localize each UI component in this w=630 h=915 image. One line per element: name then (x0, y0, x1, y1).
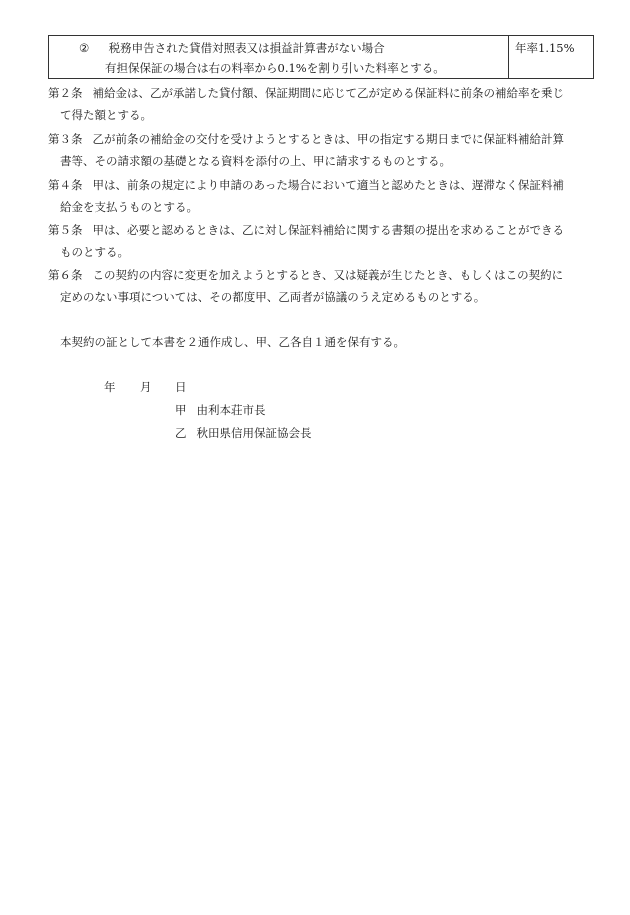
article-2-label: 第２条 (48, 86, 83, 100)
date-year: 年 (104, 380, 116, 394)
article-4-line-1 (48, 177, 564, 193)
article-3-line-1 (48, 131, 564, 147)
date-day: 日 (175, 380, 187, 394)
table-item-line (79, 40, 385, 56)
article-6-text-2: 定めのない事項については、その都度甲、乙両者が協議のうえ定めるものとする。 (60, 290, 486, 304)
party-otsu-role: 乙 (175, 426, 187, 440)
article-2-line-1 (48, 85, 564, 101)
rate-table (48, 35, 594, 79)
party-otsu (175, 425, 312, 441)
article-3-label: 第３条 (48, 132, 83, 146)
closing-statement: 本契約の証として本書を２通作成し、甲、乙各自１通を保有する。 (60, 335, 405, 349)
article-5-text-1: 甲は、必要と認めるときは、乙に対し保証料補給に関する書類の提出を求めることができる (92, 223, 564, 237)
article-5-label: 第５条 (48, 223, 83, 237)
article-2-text-1: 補給金は、乙が承諾した貸付額、保証期間に応じて乙が定める保証料に前条の補給率を乗じ (92, 86, 564, 100)
item-text: 税務申告された貸借対照表又は損益計算書がない場合 (108, 41, 385, 55)
party-kou (175, 402, 266, 418)
item-note: 有担保保証の場合は右の料率から0.1%を割り引いた料率とする。 (105, 61, 445, 75)
article-6-line-1 (48, 267, 563, 283)
party-otsu-name: 秋田県信用保証協会長 (196, 426, 312, 440)
article-3-text-2: 書等、その請求額の基礎となる資料を添付の上、甲に請求するものとする。 (60, 154, 451, 168)
article-4-text-2: 給金を支払うものとする。 (60, 200, 198, 214)
article-3-text-1: 乙が前条の補給金の交付を受けようとするときは、甲の指定する期日までに保証料補給計算 (92, 132, 564, 146)
article-6-text-1: この契約の内容に変更を加えようとするとき、又は疑義が生じたとき、もしくはこの契約に (92, 268, 564, 282)
item-marker: ② (79, 41, 90, 55)
party-kou-role: 甲 (175, 403, 187, 417)
article-4-text-1: 甲は、前条の規定により申請のあった場合において適当と認めたときは、遅滞なく保証料補 (92, 178, 564, 192)
rate-table-rate-cell (509, 36, 593, 78)
article-5-line-1 (48, 222, 564, 238)
party-kou-name: 由利本荘市長 (196, 403, 266, 417)
article-4-label: 第４条 (48, 178, 83, 192)
date-month: 月 (140, 380, 152, 394)
article-5-text-2: ものとする。 (60, 245, 129, 259)
rate-value: 年率1.15% (515, 41, 575, 55)
rate-table-condition-cell (49, 36, 509, 78)
article-6-label: 第６条 (48, 268, 83, 282)
article-2-text-2: て得た額とする。 (60, 108, 152, 122)
